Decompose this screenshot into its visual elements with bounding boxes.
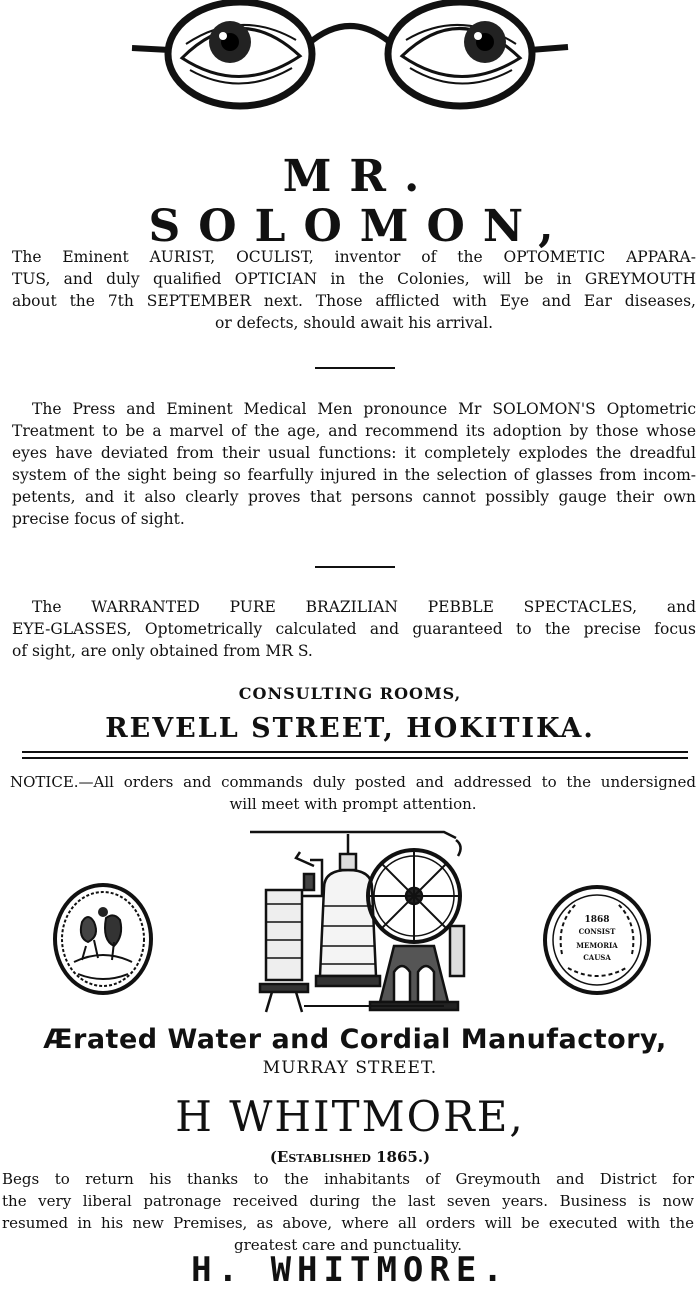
double-rule-bottom: [22, 757, 688, 759]
text-line: Begs to return his thanks to the inhabitants of Greymouth and District for: [2, 1170, 694, 1188]
left-medal-icon: [52, 882, 154, 996]
text-line: eyes have deviated from their usual functions: it completely explodes the dreadful: [12, 444, 696, 462]
spectacles-illustration: [130, 0, 570, 118]
whitmore-established: (Established 1865.): [269, 1148, 431, 1166]
divider: [315, 566, 395, 568]
text-line: TUS, and duly qualified OPTICIAN in the Colonies, will be in GREYMOUTH: [12, 270, 696, 288]
press-paragraph: [12, 398, 696, 530]
text-line: of sight, are only obtained from MR S.: [12, 642, 313, 660]
intro-paragraph: [12, 246, 696, 334]
solomon-title: MR. SOLOMON,: [148, 151, 572, 252]
divider: [315, 367, 395, 369]
text-line: Treatment to be a marvel of the age, and recommend its adoption by those whose: [12, 422, 696, 440]
text-line: The WARRANTED PURE BRAZILIAN PEBBLE SPECTACLES, and: [32, 598, 696, 616]
text-line: will meet with prompt attention.: [229, 795, 477, 813]
text-line: EYE-GLASSES, Optometrically calculated and guaranteed to the precise focus: [12, 620, 696, 638]
text-line: or defects, should await his arrival.: [214, 314, 494, 332]
text-line: about the 7th SEPTEMBER next. Those afflicted with Eye and Ear diseases,: [12, 292, 696, 310]
medal-text: MEMORIA: [576, 941, 618, 950]
warranted-paragraph: [12, 596, 696, 662]
medal-text: CAUSA: [583, 953, 611, 962]
whitmore-street: MURRAY STREET.: [262, 1058, 438, 1078]
address-heading: REVELL STREET, HOKITIKA.: [105, 713, 595, 744]
text-line: resumed in his new Premises, as above, where all orders will be executed with the: [2, 1214, 694, 1232]
text-line: greatest care and punctuality.: [234, 1236, 462, 1254]
text-line: the very liberal patronage received during the last seven years. Business is now: [2, 1192, 694, 1210]
medal-text: CONSIST: [578, 927, 616, 936]
medal-text: 1868: [584, 915, 610, 925]
text-line: system of the sight being so fearfully injured in the selection of glasses from incom-: [12, 466, 696, 484]
text-line: The Eminent AURIST, OCULIST, inventor of the OPTOMETIC APPARA-: [12, 248, 696, 266]
whitmore-name: H WHITMORE,: [175, 1092, 525, 1141]
whitmore-paragraph: [2, 1168, 694, 1256]
right-medal-icon: [542, 884, 652, 996]
text-line: precise focus of sight.: [12, 510, 185, 528]
text-line: The Press and Eminent Medical Men pronounce Mr SOLOMON'S Optometric: [32, 400, 696, 418]
text-line: NOTICE.—All orders and commands duly posted and addressed to the undersigned: [10, 773, 696, 791]
double-rule-top: [22, 751, 688, 753]
whitmore-heading: Ærated Water and Cordial Manufactory,: [43, 1024, 667, 1055]
soda-water-machine-illustration: [244, 826, 472, 1016]
consulting-rooms: CONSULTING ROOMS,: [238, 684, 462, 703]
whitmore-signature: H. WHITMORE.: [191, 1250, 509, 1290]
notice-paragraph: [10, 771, 696, 815]
text-line: petents, and it also clearly proves that persons cannot possibly gauge their own: [12, 488, 696, 506]
